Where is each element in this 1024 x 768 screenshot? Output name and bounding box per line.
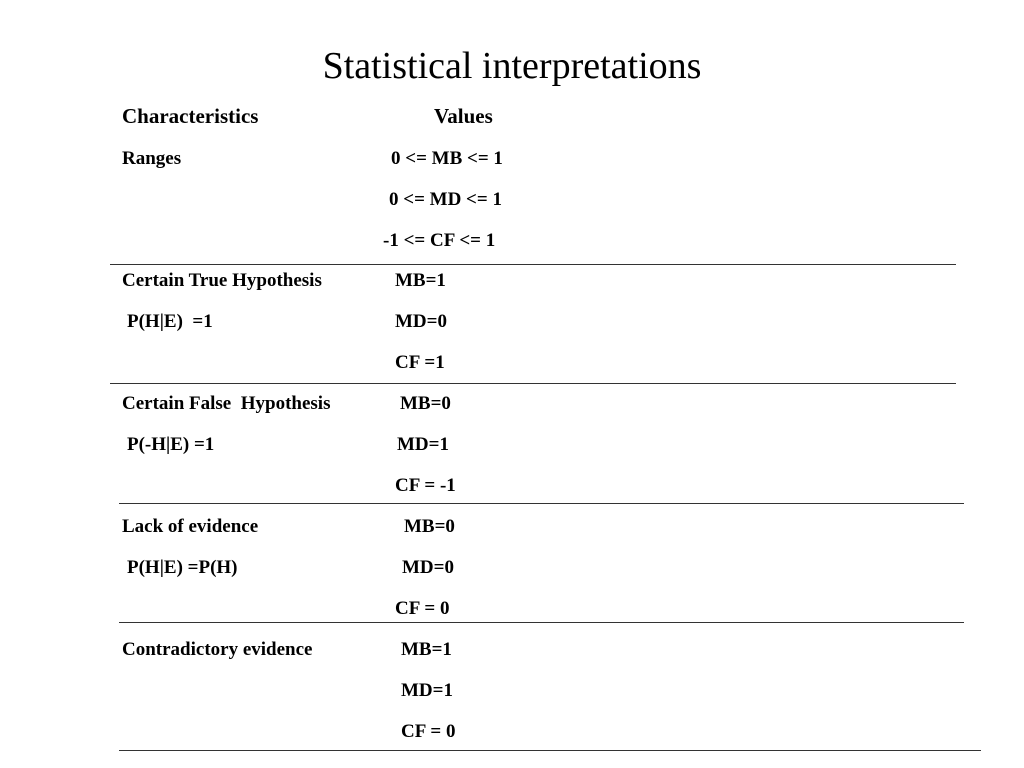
row-ranges-value-md: 0 <= MD <= 1 — [389, 189, 502, 210]
row-ranges-value-cf: -1 <= CF <= 1 — [383, 230, 496, 251]
row-divider — [110, 264, 956, 265]
row-lack-evidence-sublabel: P(H|E) =P(H) — [127, 557, 238, 578]
row-certain-false-value-md: MD=1 — [397, 434, 449, 455]
row-contradictory-value-mb: MB=1 — [401, 639, 452, 660]
row-certain-true-sublabel: P(H|E) =1 — [127, 311, 213, 332]
row-divider — [110, 383, 956, 384]
row-divider — [119, 750, 981, 751]
row-divider — [119, 503, 964, 504]
row-certain-false-value-cf: CF = -1 — [395, 475, 456, 496]
column-header-values: Values — [434, 104, 493, 128]
row-divider — [119, 622, 964, 623]
row-certain-false-value-mb: MB=0 — [400, 393, 451, 414]
row-certain-true-value-md: MD=0 — [395, 311, 447, 332]
row-ranges-label: Ranges — [122, 148, 182, 169]
row-certain-false-label: Certain False Hypothesis — [122, 393, 331, 414]
row-lack-evidence-value-cf: CF = 0 — [395, 598, 450, 619]
slide-title: Statistical interpretations — [322, 45, 702, 87]
row-certain-false-sublabel: P(-H|E) =1 — [127, 434, 215, 455]
row-ranges-value-mb: 0 <= MB <= 1 — [391, 148, 503, 169]
row-contradictory-label: Contradictory evidence — [122, 639, 313, 660]
row-lack-evidence-label: Lack of evidence — [122, 516, 259, 537]
column-header-characteristics: Characteristics — [122, 104, 259, 128]
row-lack-evidence-value-mb: MB=0 — [404, 516, 455, 537]
row-contradictory-value-md: MD=1 — [401, 680, 453, 701]
row-contradictory-value-cf: CF = 0 — [401, 721, 456, 742]
row-certain-true-label: Certain True Hypothesis — [122, 270, 322, 291]
row-certain-true-value-cf: CF =1 — [395, 352, 445, 373]
row-certain-true-value-mb: MB=1 — [395, 270, 446, 291]
row-lack-evidence-value-md: MD=0 — [402, 557, 454, 578]
